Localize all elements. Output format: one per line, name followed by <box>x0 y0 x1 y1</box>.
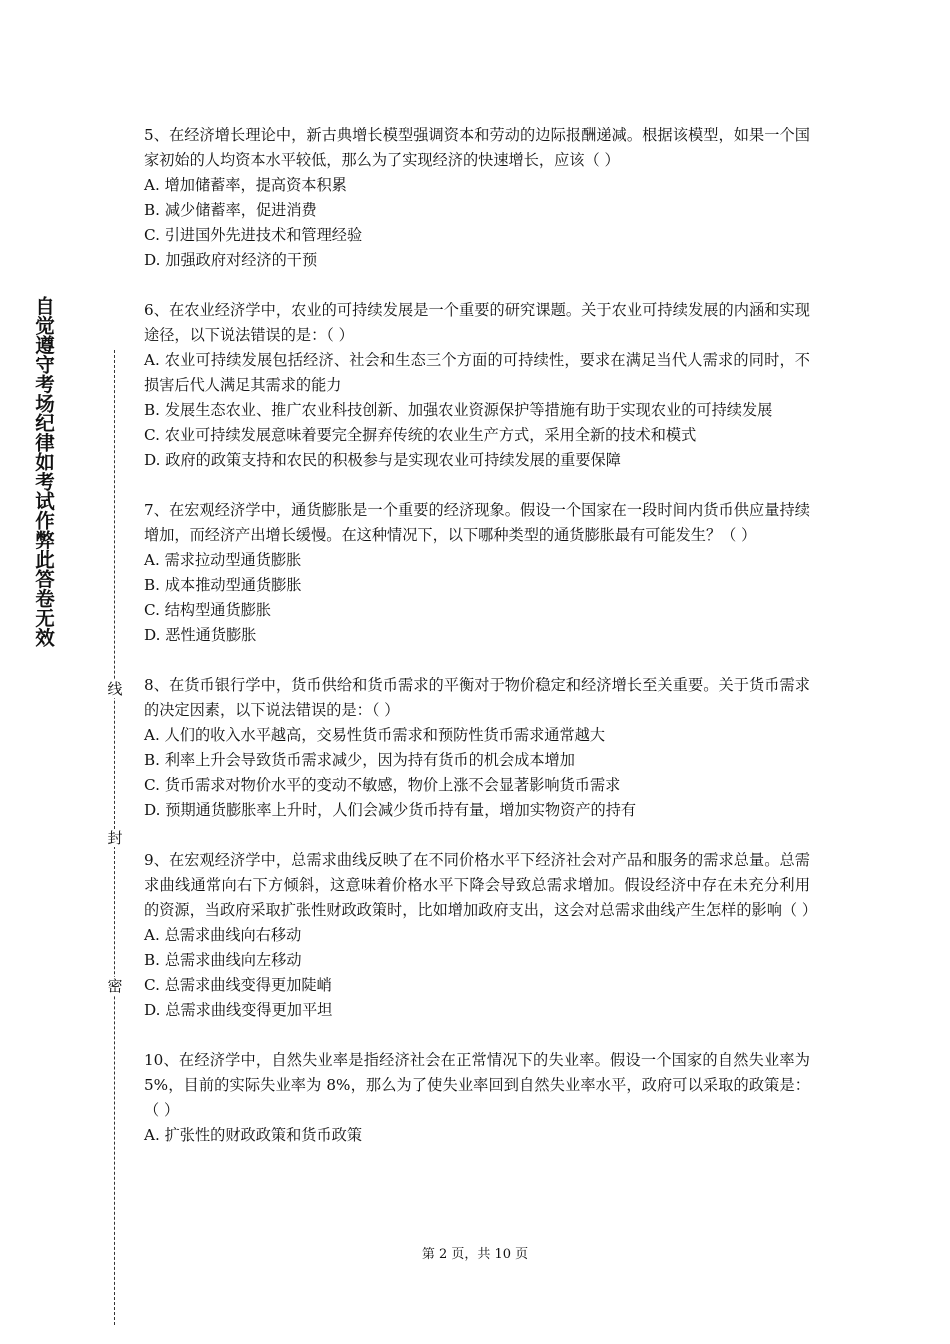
option-d: D. 恶性通货膨胀 <box>144 626 257 644</box>
option-a: A. 农业可持续发展包括经济、社会和生态三个方面的可持续性，要求在满足当代人需求的同时，不损害后代人满足其需求的能力 <box>144 351 810 394</box>
option-d: D. 加强政府对经济的干预 <box>144 251 318 269</box>
option-a: A. 人们的收入水平越高，交易性货币需求和预防性货币需求通常越大 <box>144 726 606 744</box>
option-a: A. 增加储蓄率，提高资本积累 <box>144 176 347 194</box>
binding-label-seal: 封 <box>105 829 125 847</box>
question-7 <box>144 498 810 648</box>
option-c: C. 引进国外先进技术和管理经验 <box>144 226 363 244</box>
question-stem: 5、在经济增长理论中，新古典增长模型强调资本和劳动的边际报酬递减。根据该模型，如果一个国家初始的人均资本水平较低，那么为了实现经济的快速增长，应该（ ） <box>144 126 810 169</box>
option-b: B. 发展生态农业、推广农业科技创新、加强农业资源保护等措施有助于实现农业的可持续发展 <box>144 401 773 419</box>
page-number-footer: 第 2 页，共 10 页 <box>421 1247 529 1262</box>
option-c: C. 结构型通货膨胀 <box>144 601 272 619</box>
question-8 <box>144 673 810 823</box>
option-d: D. 预期通货膨胀率上升时，人们会减少货币持有量，增加实物资产的持有 <box>144 801 637 819</box>
question-5 <box>144 123 810 273</box>
option-c: C. 总需求曲线变得更加陡峭 <box>144 976 332 994</box>
question-stem: 8、在货币银行学中，货币供给和货币需求的平衡对于物价稳定和经济增长至关重要。关于货币需求的决定因素，以下说法错误的是：（ ） <box>144 676 810 719</box>
binding-label-line: 线 <box>105 680 125 698</box>
question-6 <box>144 298 810 473</box>
option-c: C. 货币需求对物价水平的变动不敏感，物价上涨不会显著影响货币需求 <box>144 776 621 794</box>
question-10 <box>144 1048 810 1148</box>
option-a: A. 总需求曲线向右移动 <box>144 926 302 944</box>
option-c: C. 农业可持续发展意味着要完全摒弃传统的农业生产方式，采用全新的技术和模式 <box>144 426 697 444</box>
binding-label-secret: 密 <box>105 977 125 995</box>
question-stem: 6、在农业经济学中，农业的可持续发展是一个重要的研究课题。关于农业可持续发展的内涵和实现途径，以下说法错误的是：（ ） <box>144 301 810 344</box>
question-9 <box>144 848 818 1023</box>
question-stem: 9、在宏观经济学中，总需求曲线反映了在不同价格水平下经济社会对产品和服务的需求总量。总需求曲线通常向右下方倾斜，这意味着价格水平下降会导致总需求增加。假设经济中存在未充分利用的资源，当政府采取扩张性财政政策时，比如增加政府支出，这会对总需求曲线产生怎样的影响（ ） <box>144 851 818 919</box>
option-b: B. 成本推动型通货膨胀 <box>144 576 302 594</box>
option-a: A. 扩张性的财政政策和货币政策 <box>144 1126 363 1144</box>
question-stem: 10、在经济学中，自然失业率是指经济社会在正常情况下的失业率。假设一个国家的自然失业率为 5%，目前的实际失业率为 8%，那么为了使失业率回到自然失业率水平，政府可以采取的政策是：（ ） <box>144 1051 810 1119</box>
option-a: A. 需求拉动型通货膨胀 <box>144 551 302 569</box>
option-d: D. 总需求曲线变得更加平坦 <box>144 1001 333 1019</box>
question-stem: 7、在宏观经济学中，通货膨胀是一个重要的经济现象。假设一个国家在一段时间内货币供应量持续增加，而经济产出增长缓慢。在这种情况下，以下哪种类型的通货膨胀最有可能发生？（ ） <box>144 501 810 544</box>
option-d: D. 政府的政策支持和农民的积极参与是实现农业可持续发展的重要保障 <box>144 451 621 469</box>
option-b: B. 减少储蓄率，促进消费 <box>144 201 317 219</box>
option-b: B. 利率上升会导致货币需求减少，因为持有货币的机会成本增加 <box>144 751 575 769</box>
option-b: B. 总需求曲线向左移动 <box>144 951 302 969</box>
question-list <box>144 123 818 1173</box>
exam-discipline-notice: 自觉遵守考场纪律如考试作弊此答卷无效 <box>32 296 55 647</box>
